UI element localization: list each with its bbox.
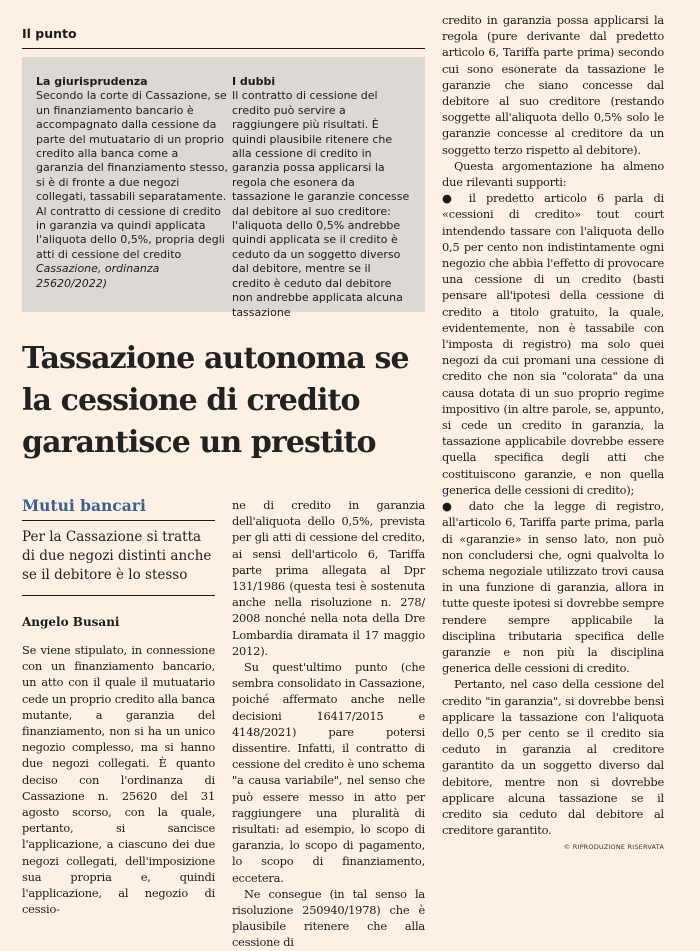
box-jurisprudence-text xyxy=(36,89,228,291)
copyright-notice: © RIPRODUZIONE RISERVATA xyxy=(563,843,664,851)
box-jurisprudence-title: La giurisprudenza xyxy=(36,75,148,88)
section-divider xyxy=(22,48,425,49)
article-column-3 xyxy=(442,12,664,838)
paragraph: ne di credito in garanzia dell'aliquota dello 0,5%, prevista per gli atti di cessione del credito, ai sensi dell'articolo 6, Tariffa parte prima allegata al Dpr 131/1986 (questa tesi è sostenuta anche nella risoluzione n. 278/ 2008 nonché nella nota della Dre Lombardia diramata il 17 maggio 2012). xyxy=(232,498,425,658)
paragraph: Pertanto, nel caso della cessione del credito "in garanzia", si dovrebbe bensì applicare la tassazione con l'aliquota dello 0,5 per cento se il credito sia ceduto in garanzia al creditore garantito da un soggetto diverso dal debitore, mentre non si dovrebbe applicare alcuna tassazione se il credito sia ceduto dal debitore al creditore garantito. xyxy=(442,677,664,838)
box-doubts-text: Il contratto di cessione del credito può servire a raggiungere più risultati. È quindi plausibile ritenere che alla cessione di credito in garanzia possa applicarsi la regola che esonera da tassazione le garanzie concesse dal debitore al suo creditore: l'aliquota dello 0,5% andrebbe quindi applicata se il credito è ceduto da un soggetto diverso dal debitore, mentre se il credito è ceduto dal debitore non andrebbe applicata alcuna tassazione xyxy=(232,89,410,319)
kicker: Mutui bancari xyxy=(22,496,146,515)
paragraph: Se viene stipulato, in connessione con un finanziamento bancario, un atto con il quale il mutuatario cede un proprio credito alla banca mutante, a garanzia del finanziamento, non si ha un unico negozio complesso, ma si hanno due negozi collegati. È quanto deciso con l'ordinanza di Cassazione n. 25620 del 31 agosto scorso, con la quale, pertanto, si sancisce l'applicazione, a ciascuno dei due negozi collegati, dell'imposizione sua propria e, quindi l'applicazione, al negozio di cessio- xyxy=(22,643,215,917)
box-doubts xyxy=(232,75,412,320)
headline: Tassazione autonoma se la cessione di credito garantisce un prestito xyxy=(22,341,409,460)
subtitle: Per la Cassazione si tratta di due negozi distinti anche se il debitore è lo stesso xyxy=(22,529,212,584)
section-label: Il punto xyxy=(22,26,77,41)
kicker-divider xyxy=(22,520,215,521)
author: Angelo Busani xyxy=(22,615,120,629)
box-jurisprudence-body: Secondo la corte di Cassazione, se un finanziamento bancario è accompagnato dalla cessione da parte del mutuatario di un proprio credito alla banca come a garanzia del finanziamento stesso, si è di fronte a due negozi collegati, tassabili separatamente. Al contratto di cessione di credito in garanzia va quindi applicata l'aliquota dello 0,5%, propria degli atti di cessione del credito xyxy=(36,89,229,261)
subtitle-divider xyxy=(22,595,215,596)
article-column-1 xyxy=(22,642,215,917)
sidebar-box xyxy=(22,57,425,319)
paragraph: Ne consegue (in tal senso la risoluzione 250940/1978) che è plausibile ritenere che alla cessione di xyxy=(232,886,425,950)
paragraph: credito in garanzia possa applicarsi la regola (pure derivante dal predetto articolo 6, Tariffa parte prima) secondo cui sono esonerate da tassazione le garanzie che siano concesse dal debitore al suo creditore (restando soggette all'aliquota dello 0,5% solo le garanzie concesse al creditore da un soggetto terzo rispetto al debitore). xyxy=(442,13,664,157)
paragraph: Questa argomentazione ha almeno due rilevanti supporti: xyxy=(442,158,664,190)
article-column-2 xyxy=(232,497,425,951)
box-jurisprudence-reference: Cassazione, ordinanza 25620/2022) xyxy=(36,262,160,290)
paragraph: Su quest'ultimo punto (che sembra consolidato in Cassazione, poiché affermato anche nelle decisioni 16417/2015 e 4148/2021) pare potersi dissentire. Infatti, il contratto di cessione del credito è uno schema "a causa variabile", nel senso che può essere messo in atto per raggiungere una pluralità di risultati: ad esempio, lo scopo di garanzia, lo scopo di pagamento, lo scopo di finanziamento, eccetera. xyxy=(232,660,425,885)
bullet-paragraph: ● dato che la legge di registro, all'articolo 6, Tariffa parte prima, parla di «garanzie» in senso lato, non può non concludersi che, ogni qualvolta lo schema negoziale utilizzato trovi causa in una funzione di garanzia, allora in tutte queste ipotesi si dovrebbe sempre rendere sempre applicabile la disciplina tributaria specifica delle garanzie e non più la disciplina generica delle cessioni di credito. xyxy=(442,499,664,676)
box-doubts-title: I dubbi xyxy=(232,75,276,88)
box-jurisprudence xyxy=(36,75,228,291)
bullet-paragraph: ● il predetto articolo 6 parla di «cessioni di credito» tout court intendendo tassare con l'aliquota dello 0,5 per cento non indistintamente ogni negozio che abbia l'effetto di provocare una cessione di un credito (basti pensare all'ipotesi della cessione di credito a titolo gratuito, la quale, evidentemente, non è tassabile con l'imposta di registro) ma solo quei negozi da cui promani una cessione di credito che non sia "colorata" da una causa dotata di un suo proprio regime impositivo (in altre parole, se, appunto, si cede un credito in garanzia, la tassazione applicabile dovrebbe essere quella specifica degli atti che costituiscono garanzie, e non quella generica delle cessioni di credito); xyxy=(442,191,664,497)
